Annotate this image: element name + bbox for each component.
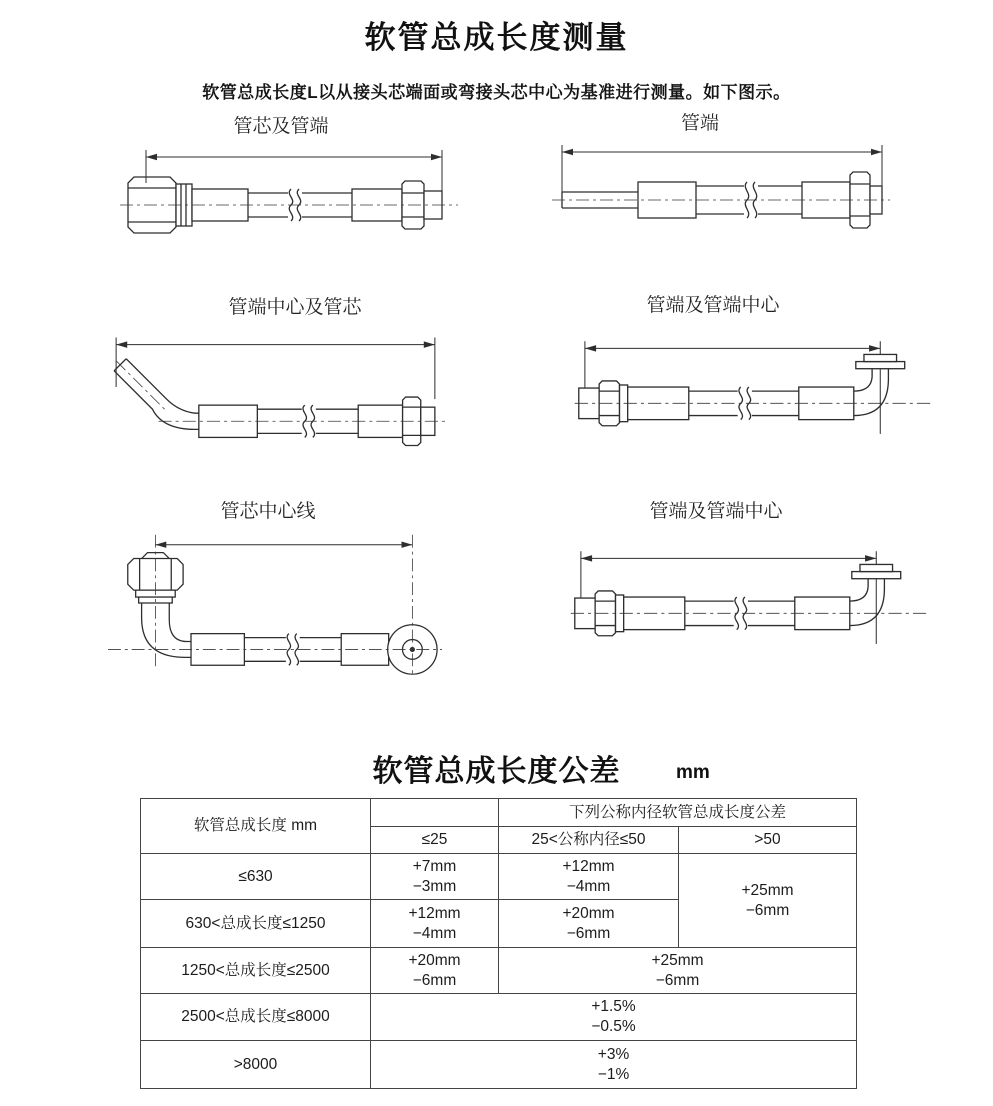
tolerance-plus: +20mm bbox=[408, 951, 461, 969]
header-group: 下列公称内径软管总成长度公差 bbox=[499, 799, 857, 827]
figure-label: 管芯中心线 bbox=[220, 501, 316, 522]
row-label: ≤630 bbox=[141, 854, 371, 900]
tolerance-cell bbox=[679, 854, 857, 948]
hose-diagram-pipe-end-and-elbow-center-2 bbox=[568, 540, 936, 650]
tolerance-minus: −0.5% bbox=[591, 1018, 636, 1035]
tolerance-minus: −6mm bbox=[745, 901, 790, 919]
table-row bbox=[141, 1041, 857, 1089]
header-length-col: 软管总成长度 mm bbox=[141, 799, 371, 854]
table-row bbox=[141, 994, 857, 1041]
figure-label: 管端及管端中心 bbox=[646, 295, 780, 316]
tolerance-plus: +12mm bbox=[408, 904, 461, 922]
tolerance-cell bbox=[371, 994, 857, 1041]
angled-tube-end bbox=[114, 359, 199, 430]
figure-core-centerline bbox=[108, 500, 444, 678]
elbow-flange-fitting bbox=[850, 564, 901, 625]
table-header-row-1 bbox=[141, 799, 857, 827]
page-title: 软管总成长度测量 bbox=[364, 20, 629, 55]
tolerance-cell bbox=[371, 948, 499, 994]
tolerance-plus: +3% bbox=[597, 1045, 630, 1063]
table-row bbox=[141, 948, 857, 994]
tolerance-plus: +12mm bbox=[562, 857, 615, 875]
hose-diagram-pipe-end bbox=[552, 136, 892, 236]
tolerance-minus: −1% bbox=[597, 1065, 630, 1083]
row-label: >8000 bbox=[141, 1041, 371, 1089]
table-title: 软管总成长度公差 bbox=[372, 755, 621, 788]
figure-pipe-end bbox=[552, 112, 892, 236]
header-dn-gt50: >50 bbox=[679, 827, 857, 854]
dimension-line bbox=[155, 542, 412, 548]
tolerance-table bbox=[140, 798, 857, 1089]
tolerance-minus: −3mm bbox=[412, 877, 457, 895]
header-dn-le25: ≤25 bbox=[371, 827, 499, 854]
header-dn-25-50: 25<公称内径≤50 bbox=[499, 827, 679, 854]
hose-diagram-core-centerline bbox=[108, 528, 444, 678]
tolerance-plus: +20mm bbox=[562, 904, 615, 922]
tolerance-minus: −6mm bbox=[566, 924, 611, 942]
figure-pipe-end-and-elbow-center-2 bbox=[568, 500, 936, 650]
tolerance-cell bbox=[371, 1041, 857, 1089]
figure-core-and-pipe-end bbox=[120, 115, 460, 243]
figure-label: 管端及管端中心 bbox=[649, 501, 783, 522]
tolerance-cell bbox=[371, 900, 499, 948]
tolerance-minus: −4mm bbox=[566, 877, 611, 895]
intro-text: 软管总成长度L以从接头芯端面或弯接头芯中心为基准进行测量。如下图示。 bbox=[202, 83, 791, 102]
figure-pipe-end-and-elbow-center bbox=[572, 294, 940, 440]
tolerance-plus: +7mm bbox=[412, 857, 457, 875]
figure-pipe-end-center-and-core bbox=[102, 296, 450, 450]
hose-diagram-pipe-end-and-elbow-center bbox=[572, 330, 940, 440]
tolerance-cell bbox=[499, 948, 857, 994]
table-unit-label: mm bbox=[676, 762, 710, 783]
row-label: 630<总成长度≤1250 bbox=[141, 900, 371, 948]
tolerance-plus: +25mm bbox=[651, 951, 704, 969]
figure-label: 管端中心及管芯 bbox=[228, 297, 362, 318]
tolerance-plus: +1.5% bbox=[591, 998, 636, 1015]
row-label: 1250<总成长度≤2500 bbox=[141, 948, 371, 994]
header-empty-cell bbox=[371, 799, 499, 827]
elbow-female-fitting bbox=[128, 553, 191, 658]
row-label: 2500<总成长度≤8000 bbox=[141, 994, 371, 1041]
elbow-flange-fitting bbox=[854, 354, 905, 415]
hose-diagram-core-and-pipe-end bbox=[120, 143, 460, 243]
tolerance-minus: −6mm bbox=[412, 971, 457, 989]
figure-label: 管端 bbox=[680, 113, 719, 134]
dimension-line bbox=[116, 338, 435, 400]
tolerance-plus: +25mm bbox=[741, 881, 794, 899]
tolerance-cell bbox=[371, 854, 499, 900]
tolerance-cell bbox=[499, 854, 679, 900]
hose-diagram-pipe-end-center-and-core bbox=[102, 328, 450, 450]
tolerance-cell bbox=[499, 900, 679, 948]
tolerance-minus: −6mm bbox=[655, 971, 700, 989]
tolerance-minus: −4mm bbox=[412, 924, 457, 942]
break-mark bbox=[287, 634, 290, 666]
figure-label: 管芯及管端 bbox=[233, 116, 329, 137]
table-row bbox=[141, 854, 857, 900]
